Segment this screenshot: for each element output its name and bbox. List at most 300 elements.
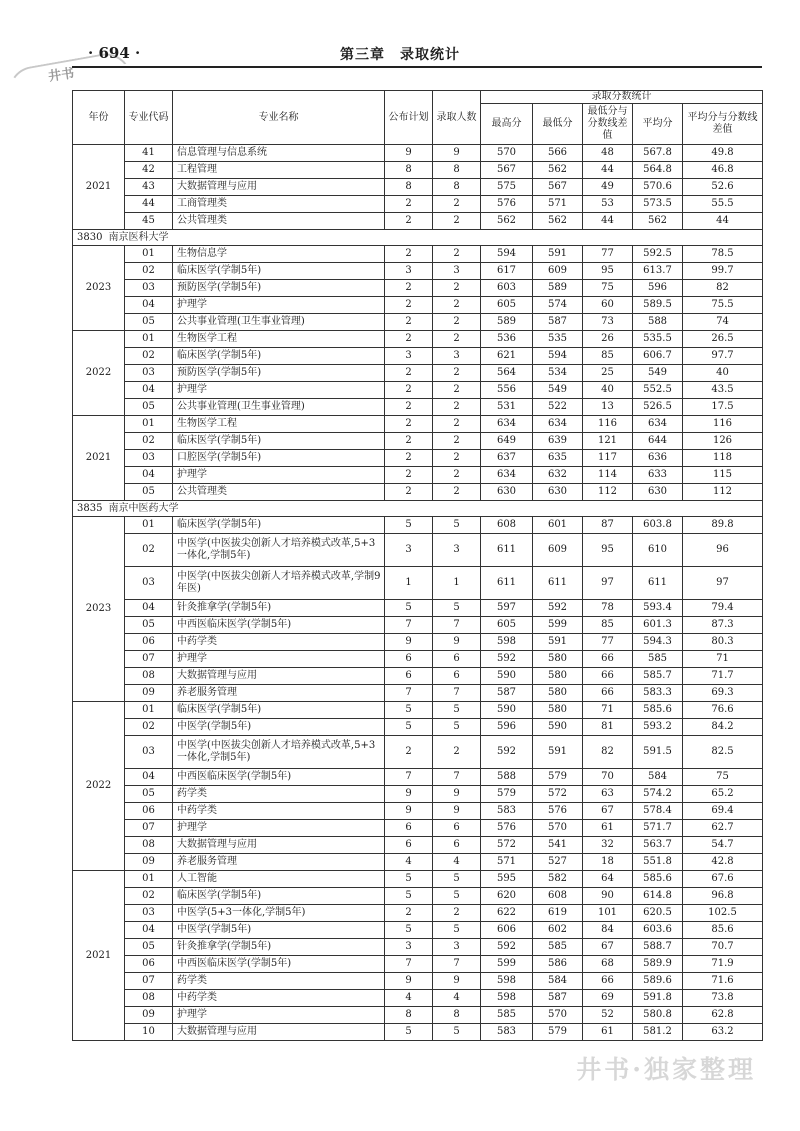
max-score-cell: 622 xyxy=(481,905,533,922)
min-diff-cell: 77 xyxy=(583,246,633,263)
min-diff-cell: 61 xyxy=(583,820,633,837)
plan-cell: 6 xyxy=(385,820,433,837)
major-code-cell: 03 xyxy=(125,280,173,297)
enrolled-cell: 8 xyxy=(433,1007,481,1024)
avg-score-cell: 611 xyxy=(633,567,683,600)
avg-score-cell: 574.2 xyxy=(633,786,683,803)
table-row xyxy=(73,973,763,990)
enrolled-cell: 5 xyxy=(433,719,481,736)
avg-score-cell: 535.5 xyxy=(633,331,683,348)
max-score-cell: 576 xyxy=(481,196,533,213)
major-name-cell: 临床医学(学制5年) xyxy=(173,888,385,905)
avg-diff-cell: 54.7 xyxy=(683,837,763,854)
table-row xyxy=(73,467,763,484)
min-score-cell: 632 xyxy=(533,467,583,484)
avg-diff-cell: 74 xyxy=(683,314,763,331)
table-row xyxy=(73,769,763,786)
min-diff-cell: 66 xyxy=(583,973,633,990)
major-name-cell: 中医学(中医拔尖创新人才培养模式改革,5+3一体化,学制5年) xyxy=(173,736,385,769)
major-name-cell: 中医学(5+3一体化,学制5年) xyxy=(173,905,385,922)
major-code-cell: 02 xyxy=(125,534,173,567)
major-name-cell: 临床医学(学制5年) xyxy=(173,517,385,534)
table-row xyxy=(73,484,763,501)
min-diff-cell: 87 xyxy=(583,517,633,534)
table-row xyxy=(73,905,763,922)
enrolled-cell: 4 xyxy=(433,990,481,1007)
table-row xyxy=(73,719,763,736)
min-score-cell: 522 xyxy=(533,399,583,416)
enrolled-cell: 5 xyxy=(433,922,481,939)
watermark: 井书·独家整理 xyxy=(576,1055,756,1084)
min-diff-cell: 18 xyxy=(583,854,633,871)
major-code-cell: 03 xyxy=(125,365,173,382)
plan-cell: 5 xyxy=(385,871,433,888)
table-row xyxy=(73,382,763,399)
plan-cell: 2 xyxy=(385,416,433,433)
table-row xyxy=(73,1007,763,1024)
min-diff-cell: 69 xyxy=(583,990,633,1007)
min-diff-cell: 40 xyxy=(583,382,633,399)
table-row xyxy=(73,213,763,230)
min-score-cell: 579 xyxy=(533,769,583,786)
table-row xyxy=(73,803,763,820)
major-name-cell: 药学类 xyxy=(173,786,385,803)
major-name-cell: 生物医学工程 xyxy=(173,331,385,348)
avg-diff-cell: 52.6 xyxy=(683,179,763,196)
avg-diff-cell: 26.5 xyxy=(683,331,763,348)
table-row xyxy=(73,956,763,973)
max-score-cell: 594 xyxy=(481,246,533,263)
max-score-cell: 583 xyxy=(481,803,533,820)
enrolled-cell: 2 xyxy=(433,196,481,213)
min-diff-cell: 101 xyxy=(583,905,633,922)
major-code-cell: 08 xyxy=(125,668,173,685)
major-name-cell: 信息管理与信息系统 xyxy=(173,145,385,162)
major-code-cell: 08 xyxy=(125,990,173,1007)
avg-diff-cell: 96.8 xyxy=(683,888,763,905)
enrolled-cell: 6 xyxy=(433,837,481,854)
major-name-cell: 生物医学工程 xyxy=(173,416,385,433)
plan-cell: 2 xyxy=(385,314,433,331)
max-score-cell: 606 xyxy=(481,922,533,939)
avg-diff-cell: 71.6 xyxy=(683,973,763,990)
major-name-cell: 生物信息学 xyxy=(173,246,385,263)
plan-cell: 5 xyxy=(385,1024,433,1041)
avg-score-cell: 633 xyxy=(633,467,683,484)
major-name-cell: 中医学(学制5年) xyxy=(173,719,385,736)
major-name-cell: 护理学 xyxy=(173,467,385,484)
min-diff-cell: 112 xyxy=(583,484,633,501)
header-year: 年份 xyxy=(73,91,125,145)
min-diff-cell: 44 xyxy=(583,213,633,230)
major-name-cell: 人工智能 xyxy=(173,871,385,888)
major-code-cell: 04 xyxy=(125,922,173,939)
plan-cell: 6 xyxy=(385,651,433,668)
avg-diff-cell: 42.8 xyxy=(683,854,763,871)
enrolled-cell: 6 xyxy=(433,651,481,668)
enrolled-cell: 2 xyxy=(433,433,481,450)
major-code-cell: 01 xyxy=(125,871,173,888)
avg-diff-cell: 89.8 xyxy=(683,517,763,534)
enrolled-cell: 5 xyxy=(433,888,481,905)
major-code-cell: 03 xyxy=(125,567,173,600)
min-score-cell: 567 xyxy=(533,179,583,196)
avg-score-cell: 585.7 xyxy=(633,668,683,685)
min-score-cell: 587 xyxy=(533,990,583,1007)
min-score-cell: 587 xyxy=(533,314,583,331)
major-code-cell: 01 xyxy=(125,702,173,719)
avg-score-cell: 592.5 xyxy=(633,246,683,263)
major-code-cell: 09 xyxy=(125,685,173,702)
avg-score-cell: 591.5 xyxy=(633,736,683,769)
avg-score-cell: 594.3 xyxy=(633,634,683,651)
min-score-cell: 541 xyxy=(533,837,583,854)
table-row xyxy=(73,280,763,297)
avg-diff-cell: 71 xyxy=(683,651,763,668)
min-diff-cell: 90 xyxy=(583,888,633,905)
max-score-cell: 634 xyxy=(481,467,533,484)
header-score-group: 录取分数统计 xyxy=(481,91,763,104)
header-avg: 平均分 xyxy=(633,104,683,145)
max-score-cell: 562 xyxy=(481,213,533,230)
min-score-cell: 566 xyxy=(533,145,583,162)
min-diff-cell: 77 xyxy=(583,634,633,651)
header-plan: 公布计划 xyxy=(385,91,433,145)
enrolled-cell: 2 xyxy=(433,314,481,331)
avg-diff-cell: 17.5 xyxy=(683,399,763,416)
plan-cell: 9 xyxy=(385,973,433,990)
school-code: 3835 xyxy=(77,502,103,514)
major-name-cell: 药学类 xyxy=(173,973,385,990)
major-code-cell: 01 xyxy=(125,246,173,263)
min-diff-cell: 60 xyxy=(583,297,633,314)
plan-cell: 9 xyxy=(385,634,433,651)
major-name-cell: 公共管理类 xyxy=(173,213,385,230)
major-name-cell: 中医学(学制5年) xyxy=(173,922,385,939)
major-name-cell: 中西医临床医学(学制5年) xyxy=(173,956,385,973)
major-name-cell: 公共事业管理(卫生事业管理) xyxy=(173,314,385,331)
min-diff-cell: 85 xyxy=(583,348,633,365)
min-diff-cell: 78 xyxy=(583,600,633,617)
max-score-cell: 611 xyxy=(481,534,533,567)
year-cell: 2023 xyxy=(73,246,125,331)
enrolled-cell: 7 xyxy=(433,956,481,973)
min-score-cell: 594 xyxy=(533,348,583,365)
major-code-cell: 42 xyxy=(125,162,173,179)
major-code-cell: 43 xyxy=(125,179,173,196)
avg-diff-cell: 80.3 xyxy=(683,634,763,651)
avg-diff-cell: 76.6 xyxy=(683,702,763,719)
min-diff-cell: 66 xyxy=(583,668,633,685)
header-min: 最低分 xyxy=(533,104,583,145)
max-score-cell: 536 xyxy=(481,331,533,348)
table-row xyxy=(73,888,763,905)
table-row xyxy=(73,922,763,939)
min-diff-cell: 67 xyxy=(583,803,633,820)
max-score-cell: 575 xyxy=(481,179,533,196)
max-score-cell: 587 xyxy=(481,685,533,702)
min-diff-cell: 64 xyxy=(583,871,633,888)
min-score-cell: 591 xyxy=(533,634,583,651)
school-code: 3830 xyxy=(77,231,103,243)
major-code-cell: 44 xyxy=(125,196,173,213)
school-row xyxy=(73,501,763,517)
avg-score-cell: 573.5 xyxy=(633,196,683,213)
major-name-cell: 临床医学(学制5年) xyxy=(173,433,385,450)
min-score-cell: 601 xyxy=(533,517,583,534)
avg-diff-cell: 116 xyxy=(683,416,763,433)
major-name-cell: 大数据管理与应用 xyxy=(173,668,385,685)
plan-cell: 8 xyxy=(385,162,433,179)
major-name-cell: 中西医临床医学(学制5年) xyxy=(173,617,385,634)
min-diff-cell: 25 xyxy=(583,365,633,382)
avg-score-cell: 571.7 xyxy=(633,820,683,837)
min-score-cell: 635 xyxy=(533,450,583,467)
avg-diff-cell: 82 xyxy=(683,280,763,297)
major-name-cell: 护理学 xyxy=(173,1007,385,1024)
major-name-cell: 中医学(中医拔尖创新人才培养模式改革,学制9年医) xyxy=(173,567,385,600)
avg-diff-cell: 79.4 xyxy=(683,600,763,617)
enrolled-cell: 2 xyxy=(433,297,481,314)
min-score-cell: 619 xyxy=(533,905,583,922)
chapter-title: 第三章 录取统计 xyxy=(340,47,460,63)
min-score-cell: 562 xyxy=(533,162,583,179)
min-score-cell: 580 xyxy=(533,651,583,668)
avg-score-cell: 581.2 xyxy=(633,1024,683,1041)
max-score-cell: 617 xyxy=(481,263,533,280)
major-code-cell: 06 xyxy=(125,956,173,973)
avg-diff-cell: 49.8 xyxy=(683,145,763,162)
min-diff-cell: 26 xyxy=(583,331,633,348)
major-code-cell: 04 xyxy=(125,467,173,484)
major-name-cell: 预防医学(学制5年) xyxy=(173,365,385,382)
avg-score-cell: 526.5 xyxy=(633,399,683,416)
plan-cell: 3 xyxy=(385,939,433,956)
max-score-cell: 567 xyxy=(481,162,533,179)
plan-cell: 9 xyxy=(385,786,433,803)
enrolled-cell: 6 xyxy=(433,820,481,837)
major-code-cell: 10 xyxy=(125,1024,173,1041)
avg-score-cell: 644 xyxy=(633,433,683,450)
table-row xyxy=(73,685,763,702)
avg-score-cell: 630 xyxy=(633,484,683,501)
min-score-cell: 584 xyxy=(533,973,583,990)
avg-diff-cell: 96 xyxy=(683,534,763,567)
admission-score-table xyxy=(72,90,763,1041)
avg-diff-cell: 67.6 xyxy=(683,871,763,888)
min-diff-cell: 53 xyxy=(583,196,633,213)
avg-diff-cell: 115 xyxy=(683,467,763,484)
table-row xyxy=(73,433,763,450)
enrolled-cell: 5 xyxy=(433,702,481,719)
min-score-cell: 592 xyxy=(533,600,583,617)
major-code-cell: 04 xyxy=(125,297,173,314)
max-score-cell: 637 xyxy=(481,450,533,467)
enrolled-cell: 5 xyxy=(433,600,481,617)
header-rule xyxy=(72,66,762,68)
min-diff-cell: 95 xyxy=(583,534,633,567)
table-row xyxy=(73,634,763,651)
major-code-cell: 41 xyxy=(125,145,173,162)
min-score-cell: 582 xyxy=(533,871,583,888)
avg-diff-cell: 63.2 xyxy=(683,1024,763,1041)
major-name-cell: 大数据管理与应用 xyxy=(173,179,385,196)
plan-cell: 2 xyxy=(385,484,433,501)
avg-diff-cell: 126 xyxy=(683,433,763,450)
enrolled-cell: 7 xyxy=(433,769,481,786)
table-row xyxy=(73,331,763,348)
enrolled-cell: 2 xyxy=(433,246,481,263)
plan-cell: 2 xyxy=(385,905,433,922)
year-cell: 2022 xyxy=(73,331,125,416)
max-score-cell: 570 xyxy=(481,145,533,162)
header-min-diff: 最低分与分数线差值 xyxy=(583,104,633,145)
avg-diff-cell: 97.7 xyxy=(683,348,763,365)
enrolled-cell: 3 xyxy=(433,263,481,280)
enrolled-cell: 2 xyxy=(433,382,481,399)
avg-score-cell: 620.5 xyxy=(633,905,683,922)
major-code-cell: 03 xyxy=(125,736,173,769)
max-score-cell: 598 xyxy=(481,634,533,651)
table-row xyxy=(73,854,763,871)
table-row xyxy=(73,416,763,433)
major-code-cell: 01 xyxy=(125,517,173,534)
plan-cell: 1 xyxy=(385,567,433,600)
major-name-cell: 中西医临床医学(学制5年) xyxy=(173,769,385,786)
enrolled-cell: 2 xyxy=(433,213,481,230)
avg-diff-cell: 85.6 xyxy=(683,922,763,939)
max-score-cell: 605 xyxy=(481,617,533,634)
min-diff-cell: 73 xyxy=(583,314,633,331)
avg-score-cell: 636 xyxy=(633,450,683,467)
major-code-cell: 02 xyxy=(125,433,173,450)
year-cell: 2023 xyxy=(73,517,125,702)
table-row xyxy=(73,348,763,365)
year-cell: 2021 xyxy=(73,145,125,230)
table-row xyxy=(73,145,763,162)
min-score-cell: 570 xyxy=(533,820,583,837)
min-diff-cell: 82 xyxy=(583,736,633,769)
min-score-cell: 562 xyxy=(533,213,583,230)
min-diff-cell: 63 xyxy=(583,786,633,803)
table-row xyxy=(73,702,763,719)
enrolled-cell: 7 xyxy=(433,685,481,702)
plan-cell: 5 xyxy=(385,702,433,719)
major-code-cell: 04 xyxy=(125,600,173,617)
avg-diff-cell: 102.5 xyxy=(683,905,763,922)
min-score-cell: 580 xyxy=(533,685,583,702)
major-code-cell: 08 xyxy=(125,837,173,854)
max-score-cell: 634 xyxy=(481,416,533,433)
max-score-cell: 592 xyxy=(481,651,533,668)
enrolled-cell: 5 xyxy=(433,517,481,534)
plan-cell: 4 xyxy=(385,990,433,1007)
avg-score-cell: 578.4 xyxy=(633,803,683,820)
plan-cell: 5 xyxy=(385,600,433,617)
max-score-cell: 603 xyxy=(481,280,533,297)
min-score-cell: 630 xyxy=(533,484,583,501)
avg-score-cell: 552.5 xyxy=(633,382,683,399)
avg-score-cell: 601.3 xyxy=(633,617,683,634)
plan-cell: 5 xyxy=(385,888,433,905)
header-major-name: 专业名称 xyxy=(173,91,385,145)
year-cell: 2021 xyxy=(73,416,125,501)
major-name-cell: 护理学 xyxy=(173,820,385,837)
major-name-cell: 工商管理类 xyxy=(173,196,385,213)
table-row xyxy=(73,786,763,803)
min-diff-cell: 48 xyxy=(583,145,633,162)
avg-diff-cell: 97 xyxy=(683,567,763,600)
enrolled-cell: 9 xyxy=(433,973,481,990)
avg-diff-cell: 78.5 xyxy=(683,246,763,263)
avg-score-cell: 563.7 xyxy=(633,837,683,854)
avg-diff-cell: 69.3 xyxy=(683,685,763,702)
avg-diff-cell: 62.7 xyxy=(683,820,763,837)
table-row xyxy=(73,365,763,382)
avg-diff-cell: 71.9 xyxy=(683,956,763,973)
major-code-cell: 04 xyxy=(125,769,173,786)
table-row xyxy=(73,263,763,280)
major-name-cell: 中药学类 xyxy=(173,803,385,820)
avg-score-cell: 614.8 xyxy=(633,888,683,905)
plan-cell: 2 xyxy=(385,331,433,348)
min-diff-cell: 67 xyxy=(583,939,633,956)
avg-score-cell: 610 xyxy=(633,534,683,567)
enrolled-cell: 5 xyxy=(433,1024,481,1041)
year-cell: 2022 xyxy=(73,702,125,871)
min-score-cell: 549 xyxy=(533,382,583,399)
corner-stamp: 井书 xyxy=(47,66,76,85)
max-score-cell: 585 xyxy=(481,1007,533,1024)
major-code-cell: 05 xyxy=(125,939,173,956)
major-name-cell: 护理学 xyxy=(173,651,385,668)
plan-cell: 8 xyxy=(385,179,433,196)
avg-diff-cell: 112 xyxy=(683,484,763,501)
max-score-cell: 531 xyxy=(481,399,533,416)
plan-cell: 2 xyxy=(385,297,433,314)
enrolled-cell: 3 xyxy=(433,939,481,956)
plan-cell: 2 xyxy=(385,280,433,297)
major-code-cell: 07 xyxy=(125,820,173,837)
min-diff-cell: 66 xyxy=(583,685,633,702)
avg-score-cell: 585.6 xyxy=(633,702,683,719)
major-name-cell: 大数据管理与应用 xyxy=(173,837,385,854)
avg-diff-cell: 75 xyxy=(683,769,763,786)
major-code-cell: 03 xyxy=(125,450,173,467)
max-score-cell: 571 xyxy=(481,854,533,871)
major-code-cell: 01 xyxy=(125,331,173,348)
enrolled-cell: 2 xyxy=(433,484,481,501)
table-row xyxy=(73,600,763,617)
avg-diff-cell: 87.3 xyxy=(683,617,763,634)
avg-score-cell: 603.8 xyxy=(633,517,683,534)
avg-score-cell: 606.7 xyxy=(633,348,683,365)
max-score-cell: 588 xyxy=(481,769,533,786)
min-score-cell: 590 xyxy=(533,719,583,736)
major-name-cell: 中医学(中医拔尖创新人才培养模式改革,5+3一体化,学制5年) xyxy=(173,534,385,567)
min-diff-cell: 114 xyxy=(583,467,633,484)
max-score-cell: 596 xyxy=(481,719,533,736)
major-code-cell: 05 xyxy=(125,786,173,803)
header-avg-diff: 平均分与分数线差值 xyxy=(683,104,763,145)
avg-diff-cell: 75.5 xyxy=(683,297,763,314)
major-name-cell: 护理学 xyxy=(173,297,385,314)
major-code-cell: 03 xyxy=(125,905,173,922)
min-diff-cell: 52 xyxy=(583,1007,633,1024)
max-score-cell: 589 xyxy=(481,314,533,331)
enrolled-cell: 3 xyxy=(433,348,481,365)
max-score-cell: 605 xyxy=(481,297,533,314)
